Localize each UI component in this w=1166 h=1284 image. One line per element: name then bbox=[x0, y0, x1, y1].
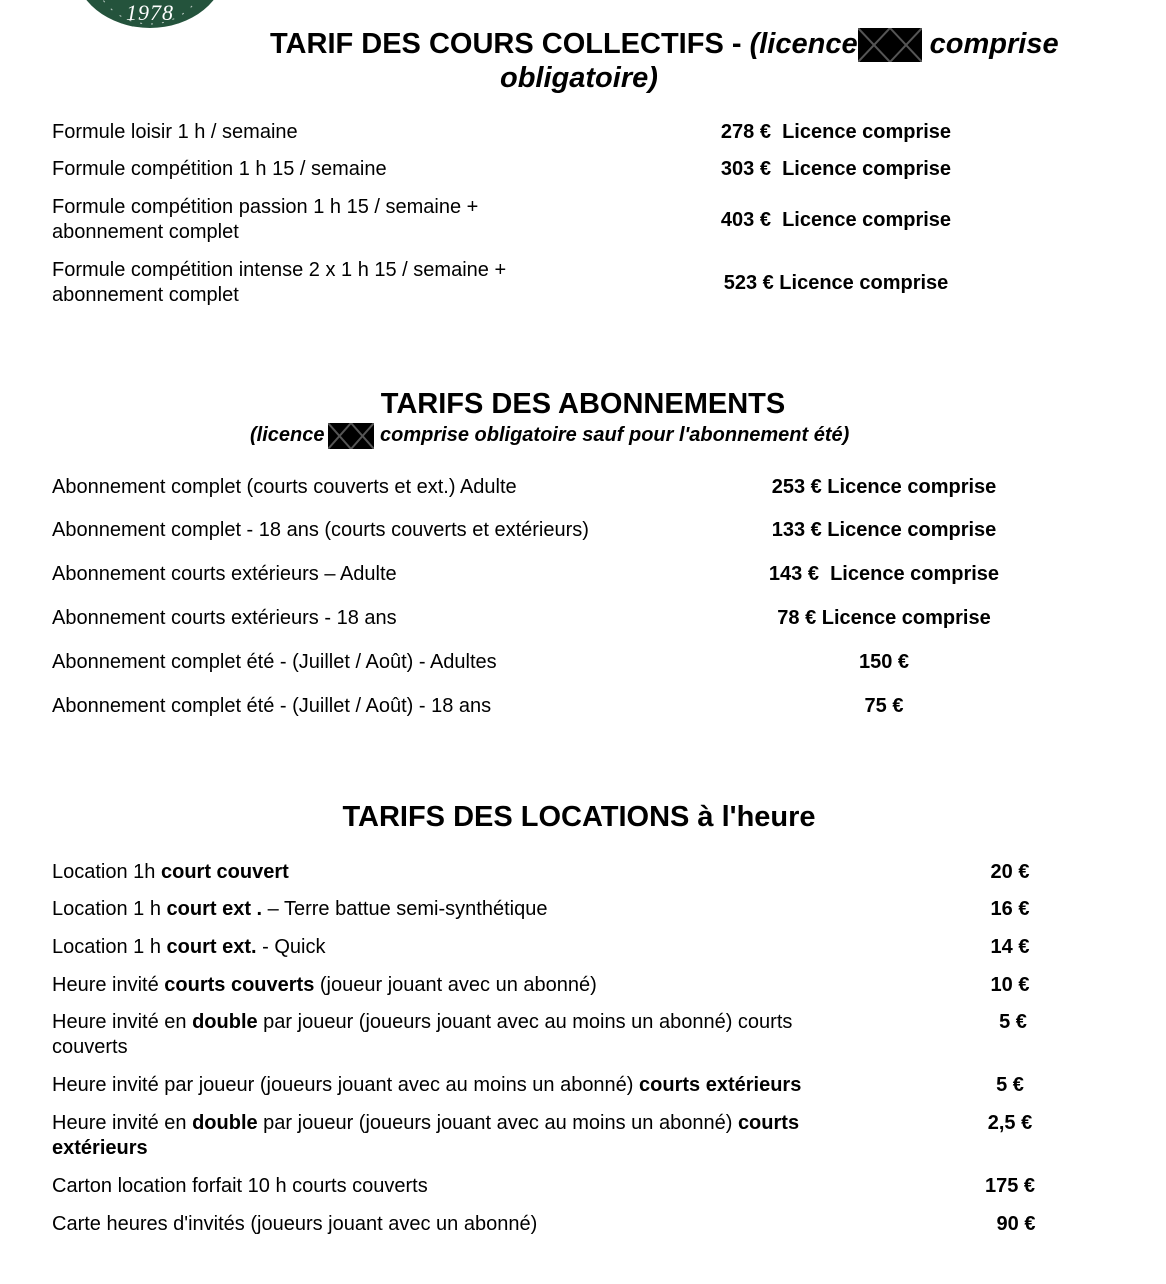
rentals-row-price: 16 € bbox=[990, 898, 1030, 920]
rentals-row-label bbox=[52, 1073, 801, 1098]
text-fragment: Abonnement courts extérieurs - 18 ans bbox=[52, 607, 397, 629]
text-fragment: Carte heures d'invités (joueurs jouant avec un abonné) bbox=[52, 1213, 538, 1235]
text-fragment: Formule compétition passion 1 h 15 / semaine + bbox=[52, 196, 479, 218]
subscriptions-note-before: (licence bbox=[250, 424, 325, 446]
text-fragment: Location 1h bbox=[52, 861, 161, 883]
subscriptions-row-price: 75 € bbox=[864, 695, 904, 717]
subscriptions-row-label bbox=[52, 650, 497, 675]
bold-text-fragment: courts extérieurs bbox=[639, 1074, 802, 1096]
courses-row-price: 403 € Licence comprise bbox=[720, 209, 952, 231]
bold-text-fragment: courts bbox=[737, 1112, 800, 1134]
subscriptions-row-label bbox=[52, 562, 397, 587]
text-fragment: – Terre battue semi-synthétique bbox=[262, 898, 548, 920]
text-fragment: abonnement complet bbox=[52, 221, 239, 243]
courses-note-line2: obligatoire) bbox=[500, 62, 658, 94]
text-fragment: par joueur (joueurs jouant avec au moins un abonné) courts bbox=[257, 1011, 793, 1033]
courses-note-before: (licence bbox=[749, 28, 858, 60]
text-fragment: Abonnement complet (courts couverts et ext.) Adulte bbox=[52, 476, 517, 498]
bold-text-fragment: court couvert bbox=[160, 861, 289, 883]
text-fragment: par joueur (joueurs jouant avec au moins un abonné) bbox=[257, 1112, 738, 1134]
text-fragment: Heure invité en bbox=[52, 1011, 193, 1033]
text-fragment: Formule compétition intense 2 x 1 h 15 / semaine + bbox=[52, 259, 507, 281]
rentals-row-label bbox=[52, 897, 547, 922]
subscriptions-row-label bbox=[52, 606, 397, 631]
rentals-row-label bbox=[52, 860, 289, 885]
bold-text-fragment: double bbox=[192, 1112, 258, 1134]
courses-row-label bbox=[52, 120, 298, 145]
rentals-row-price: 5 € bbox=[999, 1011, 1027, 1033]
subscriptions-row-price: 133 € Licence comprise bbox=[771, 519, 997, 541]
text-fragment: Heure invité en bbox=[52, 1112, 193, 1134]
rentals-row-label bbox=[52, 1111, 799, 1161]
subscriptions-row-price: 143 € Licence comprise bbox=[768, 563, 1000, 585]
rentals-row-label bbox=[52, 935, 325, 960]
courses-title-separator: - bbox=[723, 28, 750, 60]
rentals-row-label bbox=[52, 1174, 428, 1199]
text-fragment: Location 1 h bbox=[52, 898, 167, 920]
text-fragment: Heure invité bbox=[52, 974, 165, 996]
courses-row-label bbox=[52, 157, 387, 182]
rentals-row-label bbox=[52, 1010, 792, 1060]
text-fragment: Formule compétition 1 h 15 / semaine bbox=[52, 158, 387, 180]
text-fragment: Location 1 h bbox=[52, 936, 167, 958]
redacted-block-icon bbox=[328, 423, 374, 449]
bold-text-fragment: court ext. bbox=[166, 936, 257, 958]
redacted-block-icon bbox=[858, 28, 922, 62]
text-fragment: Abonnement complet été - (Juillet / Août) - 18 ans bbox=[52, 695, 492, 717]
text-fragment: Abonnement complet - 18 ans (courts couverts et extérieurs) bbox=[52, 519, 589, 541]
rentals-row-label bbox=[52, 973, 597, 998]
rentals-row-price: 175 € bbox=[984, 1175, 1036, 1197]
text-fragment: abonnement complet bbox=[52, 284, 239, 306]
text-fragment: - Quick bbox=[256, 936, 326, 958]
text-fragment: Heure invité par joueur (joueurs jouant avec au moins un abonné) bbox=[52, 1074, 640, 1096]
courses-title-text: TARIF DES COURS COLLECTIFS bbox=[270, 28, 724, 60]
text-fragment: Formule loisir 1 h / semaine bbox=[52, 121, 298, 143]
courses-title bbox=[270, 26, 1110, 62]
rentals-row-price: 20 € bbox=[990, 861, 1030, 883]
subscriptions-row-label bbox=[52, 475, 517, 500]
text-fragment: couverts bbox=[52, 1036, 128, 1058]
subscriptions-row-label bbox=[52, 518, 589, 543]
subscriptions-note bbox=[250, 422, 849, 449]
bold-text-fragment: court ext . bbox=[166, 898, 263, 920]
text-fragment: Abonnement complet été - (Juillet / Août) - Adultes bbox=[52, 651, 497, 673]
subscriptions-row-price: 150 € bbox=[858, 651, 910, 673]
courses-row-price: 303 € Licence comprise bbox=[720, 158, 952, 180]
text-fragment: Carton location forfait 10 h courts couverts bbox=[52, 1175, 428, 1197]
rentals-row-price: 90 € bbox=[996, 1213, 1036, 1235]
rentals-row-price: 10 € bbox=[990, 974, 1030, 996]
subscriptions-row-price: 78 € Licence comprise bbox=[777, 607, 991, 629]
rentals-row-price: 5 € bbox=[996, 1074, 1024, 1096]
courses-row-label bbox=[52, 195, 478, 245]
courses-row-price: 278 € Licence comprise bbox=[720, 121, 952, 143]
subscriptions-title: TARIFS DES ABONNEMENTS bbox=[380, 388, 786, 420]
text-fragment: (joueur jouant avec un abonné) bbox=[314, 974, 597, 996]
bold-text-fragment: extérieurs bbox=[52, 1137, 148, 1159]
club-logo bbox=[74, 0, 226, 28]
subscriptions-row-price: 253 € Licence comprise bbox=[771, 476, 997, 498]
subscriptions-note-after: comprise obligatoire sauf pour l'abonnement été) bbox=[374, 424, 850, 446]
subscriptions-row-label bbox=[52, 694, 491, 719]
bold-text-fragment: courts couverts bbox=[164, 974, 315, 996]
courses-row-price: 523 € Licence comprise bbox=[723, 272, 949, 294]
courses-row-label bbox=[52, 258, 506, 308]
logo-year: 1978 bbox=[126, 0, 174, 25]
courses-note-after: comprise bbox=[921, 28, 1059, 60]
text-fragment: Abonnement courts extérieurs – Adulte bbox=[52, 563, 397, 585]
rentals-row-label bbox=[52, 1212, 537, 1237]
rentals-title: TARIFS DES LOCATIONS à l'heure bbox=[342, 801, 816, 833]
bold-text-fragment: double bbox=[192, 1011, 258, 1033]
rentals-row-price: 2,5 € bbox=[987, 1112, 1033, 1134]
rentals-row-price: 14 € bbox=[990, 936, 1030, 958]
